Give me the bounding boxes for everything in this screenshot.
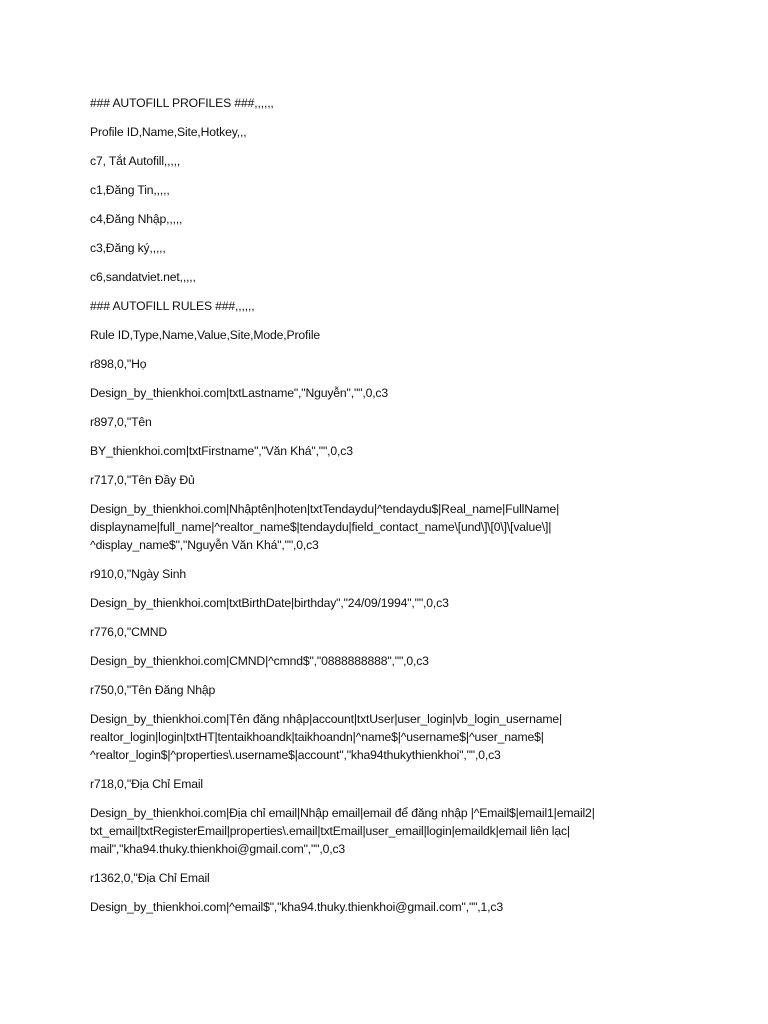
rule-line: r910,0,"Ngày Sinh bbox=[90, 567, 186, 581]
rule-line: Design_by_thienkhoi.com|txtBirthDate|birthday","24/09/1994","",0,c3 bbox=[90, 596, 449, 610]
rule-username-block bbox=[90, 710, 670, 764]
profile-line: c7, Tắt Autofill,,,,, bbox=[90, 154, 181, 168]
rule-block-row: ^realtor_login$|^properties\.username$|account","kha94thukythienkhoi","",0,c3 bbox=[90, 748, 501, 762]
rule-fullname-block bbox=[90, 500, 670, 554]
rule-block-row: Design_by_thienkhoi.com|Nhậptên|hoten|txtTendaydu|^tendaydu$|Real_name|FullName| bbox=[90, 502, 560, 516]
rule-block-row: Design_by_thienkhoi.com|Tên đăng nhập|account|txtUser|user_login|vb_login_username| bbox=[90, 712, 562, 726]
rule-line: r897,0,"Tên bbox=[90, 415, 152, 429]
profile-line: c4,Đăng Nhập,,,,, bbox=[90, 212, 183, 226]
rule-line: r750,0,"Tên Đăng Nhập bbox=[90, 683, 216, 697]
rule-block-row: displayname|full_name|^realtor_name$|tendaydu|field_contact_name\[und\]\[0\]\[value\]| bbox=[90, 520, 552, 534]
rule-block-row: Design_by_thienkhoi.com|Địa chỉ email|Nhập email|email để đăng nhập |^Email$|email1|email2| bbox=[90, 806, 595, 820]
profile-line: c1,Đăng Tin,,,,, bbox=[90, 183, 170, 197]
rule-email-block bbox=[90, 804, 670, 858]
rule-line: r1362,0,"Địa Chỉ Email bbox=[90, 871, 210, 885]
rules-columns: Rule ID,Type,Name,Value,Site,Mode,Profile bbox=[90, 328, 321, 342]
rule-line: Design_by_thienkhoi.com|txtLastname","Nguyễn","",0,c3 bbox=[90, 386, 388, 400]
rules-header: ### AUTOFILL RULES ###,,,,,, bbox=[90, 299, 255, 313]
rule-block-row: realtor_login|login|txtHT|tentaikhoandk|taikhoandn|^name$|^username$|^user_name$| bbox=[90, 730, 544, 744]
rule-line: r898,0,"Họ bbox=[90, 357, 147, 371]
rule-block-row: mail","kha94.thuky.thienkhoi@gmail.com","",0,c3 bbox=[90, 842, 346, 856]
rule-line: BY_thienkhoi.com|txtFirstname","Văn Khá","",0,c3 bbox=[90, 444, 353, 458]
profile-line: c6,sandatviet.net,,,,, bbox=[90, 270, 196, 284]
rule-line: Design_by_thienkhoi.com|CMND|^cmnd$","0888888888","",0,c3 bbox=[90, 654, 429, 668]
rule-line: r776,0,"CMND bbox=[90, 625, 168, 639]
rule-block-row: ^display_name$","Nguyễn Văn Khá","",0,c3 bbox=[90, 538, 319, 552]
rule-line: Design_by_thienkhoi.com|^email$","kha94.thuky.thienkhoi@gmail.com","",1,c3 bbox=[90, 900, 503, 914]
profiles-header: ### AUTOFILL PROFILES ###,,,,,, bbox=[90, 96, 274, 110]
rule-block-row: txt_email|txtRegisterEmail|properties\.email|txtEmail|user_email|login|emaildk|email liên lạc| bbox=[90, 824, 570, 838]
document-content bbox=[90, 94, 670, 927]
rule-line: r717,0,"Tên Đầy Đủ bbox=[90, 473, 195, 487]
profiles-columns: Profile ID,Name,Site,Hotkey,,, bbox=[90, 125, 247, 139]
profile-line: c3,Đăng ký,,,,, bbox=[90, 241, 166, 255]
rule-line: r718,0,"Địa Chỉ Email bbox=[90, 777, 203, 791]
